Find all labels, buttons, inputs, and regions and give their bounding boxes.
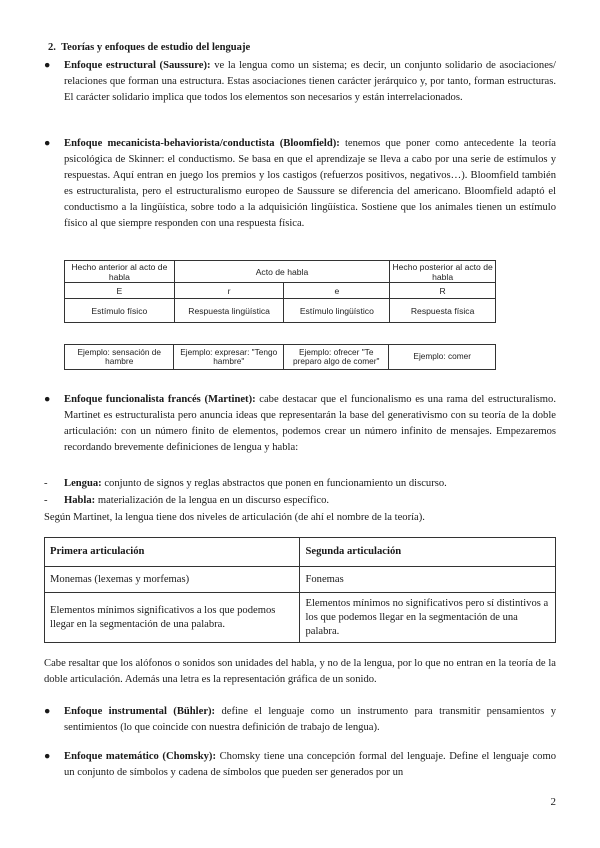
bullet-text: ve la lengua como un sistema; es decir, un conjunto solidario de asociaciones/ relaciones que forman una estructura. Estas asociaciones tienen carácter jerárquico y, por tanto, forman estructuras. El carácter solidario implica que todos los elementos son necesarios y están interrelacionados.: [64, 60, 556, 103]
definition-lengua: [44, 476, 556, 492]
bullet-funcionalista: [44, 392, 556, 456]
bullet-icon: ●: [44, 751, 51, 762]
diagram-label: Estímulo lingüístico: [284, 299, 390, 323]
diagram-header-row: [65, 261, 496, 283]
definition-term: Lengua:: [64, 478, 102, 489]
bullet-icon: ●: [44, 138, 51, 149]
bullet-icon: ●: [44, 394, 51, 405]
definition-habla: [44, 493, 556, 509]
diagram-letter: E: [65, 283, 175, 299]
diagram-after-cell: Hecho posterior al acto de habla: [390, 261, 496, 283]
diagram-label-row: [65, 299, 496, 323]
bullet-matematico: [44, 749, 556, 781]
bullet-estructural: [44, 58, 556, 106]
bullet-text: tenemos que poner como antecedente la teoría psicológica de Skinner: el conductismo. Se basa en que el aprendizaje se lleva a cabo por una serie de estímulos y respuestas. Aquí entran en juego los premios y los castigos (refuerzos positivos, negativos…). Bloomfield también es estructuralista, pero el estructuralismo europeo de Saussure se diferencia del americano. Bloomfield adaptó el conductismo a la lingüística, sobre todo a la adquisición lingüística. Sostiene que los animales tienen un estímulo físico al que siempre responden con una respuesta física.: [64, 138, 557, 229]
section-heading: [48, 40, 250, 56]
diagram-before-cell: Hecho anterior al acto de habla: [65, 261, 175, 283]
martinet-intro: Según Martinet, la lengua tiene dos niveles de articulación (de ahí el nombre de la teoría).: [44, 512, 425, 523]
example-cell: Ejemplo: sensación de hambre: [65, 345, 174, 369]
table-header: Primera articulación: [45, 538, 300, 567]
bullet-term: Enfoque funcionalista francés (Martinet):: [64, 394, 256, 405]
speech-act-diagram: [64, 260, 496, 323]
diagram-label: Estímulo físico: [65, 299, 175, 323]
bullet-instrumental: [44, 704, 556, 736]
table-header-row: [45, 538, 556, 567]
table-row: [45, 567, 556, 593]
definition-text: materialización de la lengua en un discurso específico.: [95, 495, 330, 506]
table-cell: Monemas (lexemas y morfemas): [45, 567, 300, 593]
table-cell: Elementos mínimos significativos a los que podemos llegar en la segmentación de una palabra.: [45, 593, 300, 643]
dash-marker: -: [44, 478, 48, 489]
bullet-icon: ●: [44, 706, 51, 717]
table-cell: Elementos mínimos no significativos pero sí distintivos a los que podemos llegar en la segmentación de una palabra.: [300, 593, 556, 643]
alofonos-paragraph: Cabe resaltar que los alófonos o sonidos son unidades del habla, y no de la lengua, por lo que no entran en la teoría de la doble articulación. Además una letra es la representación gráfica de un sonido.: [44, 658, 556, 685]
example-cell: Ejemplo: comer: [413, 351, 472, 362]
table-row: [45, 593, 556, 643]
bullet-term: Enfoque matemático (Chomsky):: [64, 751, 216, 762]
articulation-table: [44, 537, 556, 643]
bullet-mecanicista: [44, 136, 556, 232]
diagram-letter-row: [65, 283, 496, 299]
diagram-letter: r: [174, 283, 284, 299]
example-cell: Ejemplo: ofrecer "Te preparo algo de comer": [284, 345, 390, 369]
section-title: Teorías y enfoques de estudio del lenguaje: [61, 42, 251, 53]
definition-text: conjunto de signos y reglas abstractos que ponen en funcionamiento un discurso.: [101, 478, 447, 489]
bullet-term: Enfoque mecanicista-behaviorista/conductista (Bloomfield):: [64, 138, 340, 149]
diagram-label: Respuesta lingüística: [174, 299, 284, 323]
diagram-letter: R: [390, 283, 496, 299]
bullet-text: Chomsky tiene una concepción formal del lenguaje. Define el lenguaje como un conjunto de símbolos y cadena de símbolos que pueden ser generados por un: [64, 751, 556, 778]
dash-marker: -: [44, 495, 48, 506]
bullet-term: Enfoque instrumental (Bühler):: [64, 706, 216, 717]
bullet-term: Enfoque estructural (Saussure):: [64, 60, 211, 71]
example-cell: Ejemplo: expresar: "Tengo hambre": [174, 345, 283, 369]
diagram-letter: e: [284, 283, 390, 299]
section-number: 2.: [48, 42, 56, 53]
bullet-text: define el lenguaje como un instrumento para transmitir pensamientos y sentimientos (lo que coincide con nuestra definición de trabajo de lengua).: [64, 706, 556, 733]
table-cell: Fonemas: [300, 567, 556, 593]
bullet-text: cabe destacar que el funcionalismo es una rama del estructuralismo. Martinet es estructuralista pero anuncia ideas que representarán la base del generativismo con su teoría de la doble articulación: con un número finito de elementos, podemos crear un número infinito de mensajes. Empezaremos recordando brevemente definiciones de lengua y habla:: [64, 394, 556, 453]
table-header: Segunda articulación: [300, 538, 556, 567]
bullet-icon: ●: [44, 60, 51, 71]
speech-act-examples: [64, 344, 496, 370]
diagram-label: Respuesta física: [390, 299, 496, 323]
definition-term: Habla:: [64, 495, 96, 506]
page-number: 2: [550, 796, 556, 808]
diagram-act-cell: Acto de habla: [174, 261, 390, 283]
